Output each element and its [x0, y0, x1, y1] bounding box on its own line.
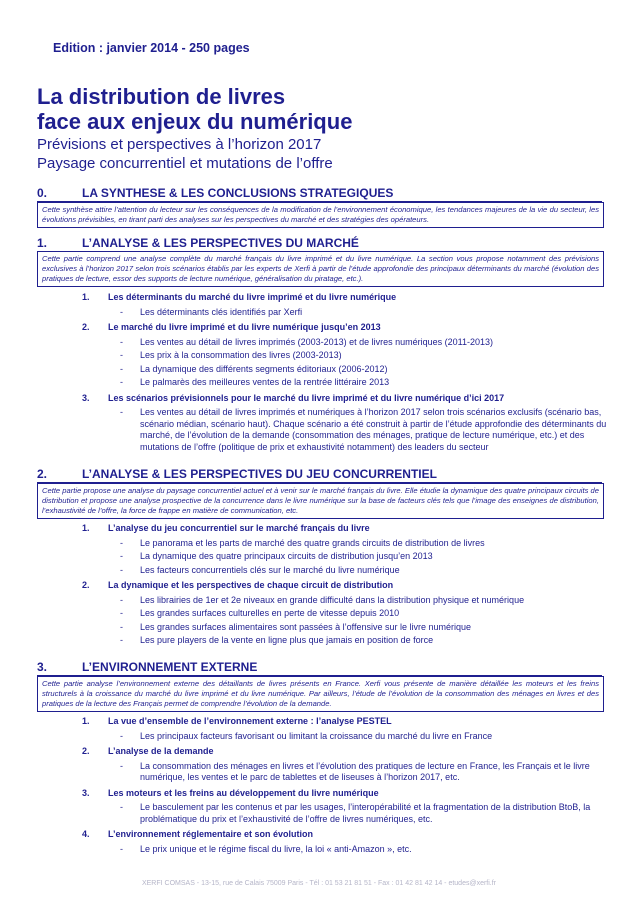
section-heading [37, 467, 602, 483]
section-3-items [82, 716, 612, 859]
bullet-list [120, 538, 612, 577]
bullet-list [120, 407, 612, 453]
section-number: 1. [37, 236, 48, 250]
bullet-list [120, 595, 612, 647]
item-title: L’environnement réglementaire et son évolution [108, 829, 314, 839]
bullet-text: Les principaux facteurs favorisant ou limitant la croissance du marché du livre en France [140, 730, 493, 741]
bullet-text: Les librairies de 1er et 2e niveaux en grande difficulté dans la distribution physique et numérique [140, 594, 525, 605]
bullet-text: Les grandes surfaces culturelles en perte de vitesse depuis 2010 [140, 608, 400, 618]
bullet-text: Les ventes au détail de livres imprimés (2003-2013) et de livres numériques (2011-2013) [140, 336, 494, 347]
item-title: L’analyse de la demande [108, 746, 214, 756]
bullet-item: - Les pure players de la vente en ligne plus que jamais en position de force [120, 635, 612, 647]
item-title: La dynamique et les perspectives de chaque circuit de distribution [108, 580, 394, 590]
bullet-text: Le palmarès des meilleures ventes de la rentrée littéraire 2013 [140, 377, 390, 387]
edition-text: Edition : janvier 2014 - 250 pages [53, 41, 250, 55]
bullet-text: Les grandes surfaces alimentaires sont passées à l’offensive sur le livre numérique [140, 621, 472, 632]
section-2-items [82, 523, 612, 651]
bullet-text: Le prix unique et le régime fiscal du livre, la loi « anti-Amazon », etc. [140, 843, 412, 854]
item-number: 2. [82, 746, 90, 756]
item-title: La vue d’ensemble de l’environnement externe : l’analyse PESTEL [108, 716, 392, 726]
bullet-text: Le basculement par les contenus et par les usages, l’interopérabilité et la fragmentation de la distribution BtoB, la problématique du prix et l’exhaustivité de l’offre de livres numériques, etc. [140, 802, 591, 824]
bullet-text: Le panorama et les parts de marché des quatre grands circuits de distribution de livres [140, 537, 485, 548]
list-item [82, 829, 612, 841]
title-line-1: La distribution de livres [37, 84, 286, 109]
bullet-list [120, 761, 612, 784]
item-title: Les déterminants du marché du livre imprimé et du livre numérique [108, 292, 397, 302]
item-number: 4. [82, 829, 90, 839]
subtitle-line-1: Prévisions et perspectives à l’horizon 2017 [37, 136, 322, 153]
section-heading [37, 186, 602, 202]
bullet-list [120, 307, 612, 319]
list-item [82, 322, 612, 334]
section-number: 0. [37, 186, 48, 200]
section-summary: Cette partie comprend une analyse complète du marché français du livre imprimé et du livre numérique. La section vous propose notamment des prévisions exclusives à l’horizon 2017 selon trois scénarios établis par les experts de Xerfi à partir de l’étude approfondie des principaux déterminants du marché (évolution des pratiques de lecture, essor des supports de lecture numérique, généralisation du piratage, etc.). [37, 251, 604, 287]
bullet-item: - Les grandes surfaces culturelles en perte de vitesse depuis 2010 [120, 608, 612, 620]
section-summary: Cette partie analyse l’environnement externe des détaillants de livres présents en France. Xerfi vous présente de manière détaillée les moteurs et les freins structurels à la croissance du marché du livre imprimé et du livre numérique. Par ailleurs, l’étude de l’évolution de la consommation des ménages en livres et des pratiques de la lecture des Français permet de comprendre l’évolution de la demande. [37, 676, 604, 712]
bullet-item: - Le prix unique et le régime fiscal du livre, la loi « anti-Amazon », etc. [120, 844, 612, 856]
subtitle-line-2: Paysage concurrentiel et mutations de l’offre [37, 155, 333, 172]
item-number: 3. [82, 392, 90, 403]
bullet-text: Les prix à la consommation des livres (2003-2013) [140, 350, 342, 360]
edition-info [50, 40, 570, 56]
list-item [82, 716, 612, 728]
bullet-item: - Les principaux facteurs favorisant ou limitant la croissance du marché du livre en France [120, 731, 612, 743]
section-title: LA SYNTHESE & LES CONCLUSIONS STRATEGIQUES [82, 186, 394, 200]
section-title: L’ANALYSE & LES PERSPECTIVES DU MARCHÉ [82, 236, 359, 250]
section-number: 2. [37, 467, 48, 481]
item-title: L’analyse du jeu concurrentiel sur le marché français du livre [108, 523, 370, 533]
section-summary: Cette partie propose une analyse du paysage concurrentiel actuel et à venir sur le marché français du livre. Elle étudie la dynamique des quatre principaux circuits de distribution et propose une analyse prospective de la concurrence dans le livre numérique sur la base de facteurs clés tels que l’image des enseignes de distribution, l’exhaustivité de l’offre, la force de frappe en matière de communication, etc. [37, 483, 604, 519]
bullet-item: - Les librairies de 1er et 2e niveaux en grande difficulté dans la distribution physique et numérique [120, 595, 612, 607]
bullet-text: Les déterminants clés identifiés par Xerfi [140, 306, 303, 317]
item-number: 2. [82, 580, 90, 590]
item-title: Les moteurs et les freins au développement du livre numérique [108, 787, 379, 798]
bullet-item: - La dynamique des quatre principaux circuits de distribution jusqu’en 2013 [120, 551, 612, 563]
bullet-item: - Les ventes au détail de livres imprimés (2003-2013) et de livres numériques (2011-2013) [120, 337, 612, 349]
list-item [82, 393, 612, 405]
list-item [82, 523, 612, 535]
bullet-list [120, 844, 612, 856]
list-item [82, 292, 612, 304]
section-heading [37, 660, 602, 676]
item-title: Le marché du livre imprimé et du livre numérique jusqu’en 2013 [108, 322, 381, 332]
item-number: 1. [82, 292, 90, 302]
bullet-item: - Les grandes surfaces alimentaires sont passées à l’offensive sur le livre numérique [120, 622, 612, 634]
item-number: 2. [82, 322, 90, 332]
bullet-list [120, 337, 612, 389]
bullet-item: - La dynamique des différents segments éditoriaux (2006-2012) [120, 364, 612, 376]
item-number: 1. [82, 523, 90, 533]
section-1-items [82, 292, 612, 457]
list-item [82, 788, 612, 800]
bullet-text: La consommation des ménages en livres et l’évolution des pratiques de lecture en France, les Français et le livre numérique, les ventes et le parc de tablettes et de liseuses à l’horizon 2017, etc. [140, 760, 590, 782]
bullet-text: Les facteurs concurrentiels clés sur le marché du livre numérique [140, 564, 400, 575]
section-heading [37, 236, 602, 252]
document-title [37, 84, 607, 172]
section-summary: Cette synthèse attire l’attention du lecteur sur les conséquences de la modification de l’environnement économique, les tendances majeures de la vie du secteur, les évolutions prévisibles, en tirant parti des analyses sur les perspectives du marché et des stratégies des opérateurs. [37, 202, 604, 228]
bullet-item: - Les facteurs concurrentiels clés sur le marché du livre numérique [120, 565, 612, 577]
bullet-item: - Le panorama et les parts de marché des quatre grands circuits de distribution de livres [120, 538, 612, 550]
title-line-2: face aux enjeux du numérique [37, 109, 353, 134]
section-title: L’ENVIRONNEMENT EXTERNE [82, 660, 258, 674]
bullet-text: Les ventes au détail de livres imprimés et numériques à l’horizon 2017 selon trois scénarios exclusifs (scénario bas, scénario médian, scénario haut). Chaque scénario a été construit à partir de l’étude approfondie des déterminants du marché, de l’évolution de la demande (consommation des ménages, pratique de lecture numérique, etc.) et des mutations de l’offre (politique de prix et exhaustivité notamment) des leaders du secteur [140, 407, 607, 452]
bullet-text: Les pure players de la vente en ligne plus que jamais en position de force [140, 635, 434, 645]
list-item [82, 580, 612, 592]
bullet-item: - La consommation des ménages en livres et l’évolution des pratiques de lecture en France, les Français et le livre numérique, les ventes et le parc de tablettes et de liseuses à l’horizon 2017, etc. [120, 761, 612, 784]
section-number: 3. [37, 660, 48, 674]
bullet-text: La dynamique des quatre principaux circuits de distribution jusqu’en 2013 [140, 551, 433, 561]
bullet-list [120, 802, 612, 825]
item-title: Les scénarios prévisionnels pour le marché du livre imprimé et du livre numérique d’ici 2017 [108, 392, 505, 403]
section-title: L’ANALYSE & LES PERSPECTIVES DU JEU CONCURRENTIEL [82, 467, 437, 481]
item-number: 3. [82, 787, 90, 798]
page-footer: XERFI COMSAS - 13-15, rue de Calais 75009 Paris - Tél : 01 53 21 81 51 - Fax : 01 42 81 42 14 - etudes@xerfi.fr [141, 880, 497, 887]
bullet-list [120, 731, 612, 743]
bullet-text: La dynamique des différents segments éditoriaux (2006-2012) [140, 363, 388, 374]
bullet-item: - Les prix à la consommation des livres (2003-2013) [120, 350, 612, 362]
bullet-item: - Le basculement par les contenus et par les usages, l’interopérabilité et la fragmentation de la distribution BtoB, la problématique du prix et l’exhaustivité de l’offre de livres numériques, etc. [120, 802, 612, 825]
bullet-item: - Les déterminants clés identifiés par Xerfi [120, 307, 612, 319]
bullet-item: - Le palmarès des meilleures ventes de la rentrée littéraire 2013 [120, 377, 612, 389]
list-item [82, 746, 612, 758]
bullet-item: - Les ventes au détail de livres imprimés et numériques à l’horizon 2017 selon trois scénarios exclusifs (scénario bas, scénario médian, scénario haut). Chaque scénario a été construit à partir de l’étude approfondie des déterminants du marché, de l’évolution de la demande (consommation des ménages, pratique de lecture numérique, etc.) et des mutations de l’offre (politique de prix et exhaustivité notamment) des leaders du secteur [120, 407, 612, 453]
item-number: 1. [82, 716, 90, 726]
